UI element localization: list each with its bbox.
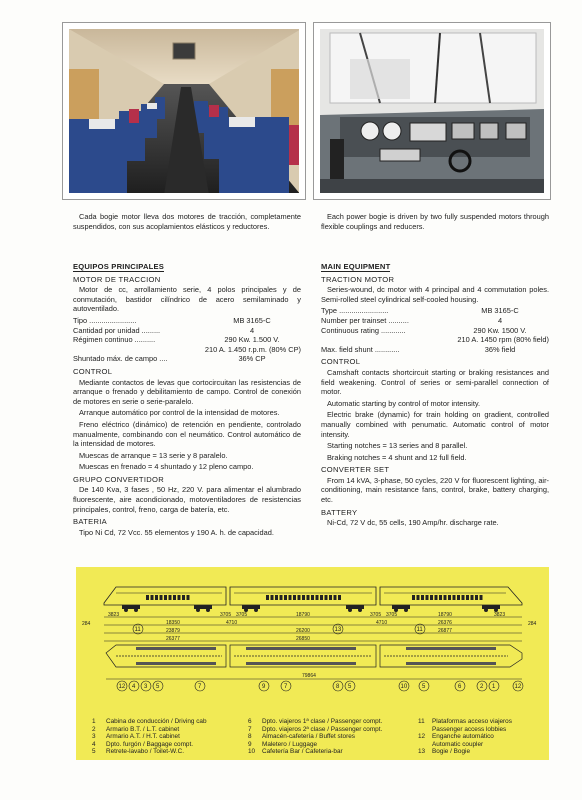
spec-row-tipo: Tipo ....................... MB 3165-C: [73, 315, 271, 325]
marker: [195, 681, 205, 691]
dim-label: 284: [528, 621, 537, 627]
car-window: [311, 595, 314, 600]
car-window: [439, 595, 442, 600]
spec-row-number: Number per trainset .......... 4: [321, 315, 503, 325]
dim-label: 284: [82, 621, 91, 627]
marker-label: 13: [334, 627, 342, 633]
svg-text:5: 5: [422, 684, 426, 690]
spec-row-continuous: Continuous rating ............ 290 Kw. 1500 V.: [321, 325, 527, 335]
car-window: [325, 595, 328, 600]
car-window: [289, 595, 292, 600]
svg-text:9: 9: [262, 684, 266, 690]
battery-title-en: BATTERY: [321, 507, 358, 517]
dim-label: 3705: [220, 612, 232, 618]
battery-p-en: Ni-Cd, 72 V dc, 55 cells, 190 Amp/hr. discharge rate.: [327, 518, 499, 528]
control-p4-es: Muescas de arranque = 13 serie y 8 paralelo.: [79, 450, 228, 460]
legend-item: 9 Maletero / Luggage: [248, 740, 318, 748]
car-window: [275, 595, 278, 600]
motor-desc-en: Series-wound, dc motor with 4 principal and 4 commutation poles. Semi-rolled steel cylindrical self-cooled housing.: [321, 285, 549, 304]
svg-text:5: 5: [156, 684, 160, 690]
control-p4-en: Starting notches = 13 series and 8 parallel.: [327, 441, 468, 451]
dim-label: 26877: [438, 628, 452, 634]
car-window: [187, 595, 190, 600]
cab-illustration: [320, 29, 544, 193]
dim-label: 18790: [296, 612, 310, 618]
car-window: [169, 595, 172, 600]
converter-title-es: GRUPO CONVERTIDOR: [73, 474, 165, 484]
dim-label: 18790: [438, 612, 452, 618]
car-window: [448, 595, 451, 600]
svg-text:3: 3: [144, 684, 148, 690]
car-window: [266, 595, 269, 600]
svg-text:1: 1: [492, 684, 496, 690]
car-window: [457, 595, 460, 600]
car-window: [334, 595, 337, 600]
marker: [141, 681, 151, 691]
legend-item: 13 Bogie / Bogie: [418, 748, 471, 756]
interior-photo: [62, 22, 306, 200]
marker: [489, 681, 499, 691]
dimension-labels: [82, 612, 537, 679]
car-window: [453, 595, 456, 600]
window-rows: [146, 595, 483, 600]
car-window: [182, 595, 185, 600]
marker: [259, 681, 269, 691]
dim-label: 3823: [108, 612, 120, 618]
car-window: [430, 595, 433, 600]
spec-row-continuous-2: 210 A. 1450 rpm (80% field): [457, 335, 549, 345]
car-window: [316, 595, 319, 600]
svg-text:7: 7: [198, 684, 202, 690]
converter-p-es: De 140 Kva, 3 fases , 50 Hz, 220 V. para alimentar el alumbrado fluorescente, aire acondicionado, motoventiladores de resistencias principales, control, freno, carga de batería, etc.: [73, 485, 301, 514]
spec-row-type: Type ........................ MB 3165-C: [321, 306, 519, 316]
car-window: [412, 595, 415, 600]
dim-label: 3705: [386, 612, 398, 618]
spec-row-cantidad: Cantidad por unidad ......... 4: [73, 325, 255, 335]
car-window: [480, 595, 483, 600]
car-window: [466, 595, 469, 600]
legend-col-2: [248, 718, 382, 756]
spec-row-regimen-2: 210 A. 1.450 r.p.m. (80% CP): [204, 344, 301, 354]
dim-label: 26376: [438, 620, 452, 626]
dim-label: 23879: [166, 628, 180, 634]
legend-item: 8 Almacén-cafetería / Buffet stores: [248, 733, 355, 741]
bogies: [122, 605, 500, 612]
bottom-markers: [117, 681, 523, 691]
marker: [117, 681, 127, 691]
svg-text:6: 6: [458, 684, 462, 690]
dim-label: 18350: [166, 620, 180, 626]
dim-label: 26200: [296, 628, 310, 634]
car-window: [146, 595, 149, 600]
control-p3-es: Freno eléctrico (dinámico) de retención en pendiente, controlado manualmente, combinando con el neumático. Control automático de la intensidad de motores.: [73, 419, 301, 449]
svg-text:7: 7: [284, 684, 288, 690]
legend-item: 4 Dpto. furgón / Baggage compt.: [92, 740, 194, 748]
control-p1-en: Camshaft contacts shortcircuit starting or braking resistances and field weakening. Control of series or semi-parallel connection of motor.: [321, 367, 549, 397]
dim-label: 3705: [370, 612, 382, 618]
marker: [129, 681, 139, 691]
main-equipment-title-es: EQUIPOS PRINCIPALES: [73, 262, 165, 271]
car-window: [444, 595, 447, 600]
motor-title-es: MOTOR DE TRACCION: [73, 274, 161, 284]
marker: [399, 681, 409, 691]
car-window: [178, 595, 181, 600]
marker: [455, 681, 465, 691]
car-window: [302, 595, 305, 600]
car-window: [417, 595, 420, 600]
control-p2-es: Arranque automático por control de la intensidad de motores.: [79, 408, 280, 418]
legend-col-3: [418, 718, 512, 756]
marker: [281, 681, 291, 691]
cab-photo: [313, 22, 551, 200]
legend-item: 10 Cafetería Bar / Cafeteria-bar: [248, 748, 343, 756]
dim-label: 4710: [226, 620, 238, 626]
legend-item: 1 Cabina de conducción / Driving cab: [92, 718, 207, 725]
car-window: [320, 595, 323, 600]
legend-item: 11 Plataformas acceso viajeros: [418, 718, 512, 725]
svg-text:5: 5: [348, 684, 352, 690]
control-title-es: CONTROL: [73, 366, 113, 376]
car-window: [293, 595, 296, 600]
car-window: [271, 595, 274, 600]
dim-label: 26377: [166, 636, 180, 642]
motor-desc-es: Motor de cc, arrollamiento serie, 4 polos principales y de conmutación, bastidor cilíndrico de acero semilaminado y autoventilado.: [73, 285, 301, 314]
control-p1-es: Mediante contactos de levas que cortocircuitan las resistencias de arranque o frenado y debilitamiento de campo. Control de conexión de motores en serie o serie-paralelo.: [73, 377, 301, 406]
dim-label: 26850: [296, 636, 310, 642]
motor-title-en: TRACTION MOTOR: [321, 274, 395, 284]
legend-item: Passenger access lobbies: [432, 725, 507, 733]
main-equipment-title-en: MAIN EQUIPMENT: [321, 262, 391, 271]
svg-text:12: 12: [514, 684, 522, 690]
car-window: [307, 595, 310, 600]
dim-label: 3823: [494, 612, 506, 618]
legend-col-1: [92, 718, 207, 756]
svg-text:4: 4: [132, 684, 136, 690]
marker: [333, 681, 343, 691]
intro-es: Cada bogie motor lleva dos motores de tracción, completamente suspendidos, con sus acoplamientos elásticos y reductores.: [73, 212, 301, 231]
marker-label: 11: [134, 627, 141, 633]
car-window: [298, 595, 301, 600]
legend-item: 7 Dpto. viajeros 2ª clase / Passenger compt.: [248, 725, 383, 733]
car-window: [329, 595, 332, 600]
english-column: [321, 212, 549, 530]
converter-title-en: CONVERTER SET: [321, 465, 390, 475]
control-p3-en: Electric brake (dynamic) for train holding on gradient, controlled manually combined with penumatic. Automatic control of motor intensity.: [321, 410, 549, 439]
car-window: [173, 595, 176, 600]
legend-item: 2 Armario B.T. / L.T. cabinet: [92, 725, 180, 733]
interior-illustration: [69, 29, 299, 193]
marker: [477, 681, 487, 691]
car-window: [284, 595, 287, 600]
spec-row-regimen: Régimen continuo .......... 290 Kw. 1.500 V.: [73, 335, 280, 345]
svg-text:8: 8: [336, 684, 340, 690]
marker: [153, 681, 163, 691]
marker-label: 11: [416, 627, 423, 633]
intro-en: Each power bogie is driven by two fully suspended motors through flexible couplings and reducers.: [321, 212, 549, 231]
car-window: [160, 595, 163, 600]
car-window: [421, 595, 424, 600]
car-window: [155, 595, 158, 600]
car-window: [471, 595, 474, 600]
svg-text:2: 2: [480, 684, 484, 690]
spec-row-field-shunt: Max. field shunt ............ 36% field: [321, 344, 516, 354]
control-p2-en: Automatic starting by control of motor intensity.: [327, 398, 481, 408]
control-title-en: CONTROL: [321, 357, 361, 367]
legend-item: 3 Armario A.T. / H.T. cabinet: [92, 733, 180, 741]
car-window: [151, 595, 154, 600]
dim-label: 3705: [236, 612, 248, 618]
legend-item: 12 Enganche automático: [418, 733, 494, 741]
legend-item: Automatic coupler: [432, 740, 484, 748]
marker: [419, 681, 429, 691]
car-window: [475, 595, 478, 600]
car-window: [280, 595, 283, 600]
control-p5-en: Braking notches = 4 shunt and 12 full field.: [327, 452, 467, 462]
svg-text:10: 10: [400, 684, 408, 690]
battery-p-es: Tipo Ni Cd, 72 Vcc. 55 elementos y 190 A. h. de capacidad.: [79, 527, 274, 537]
battery-title-es: BATERIA: [73, 517, 108, 527]
car-window: [164, 595, 167, 600]
car-window: [338, 595, 341, 600]
legend-item: 6 Dpto. viajeros 1ª clase / Passenger compt.: [248, 718, 383, 725]
car-window: [435, 595, 438, 600]
control-p5-es: Muescas en frenado = 4 shuntado y 12 pleno campo.: [79, 462, 254, 472]
car-window: [426, 595, 429, 600]
dim-label: 4710: [376, 620, 388, 626]
svg-text:12: 12: [118, 684, 126, 690]
marker: [513, 681, 523, 691]
legend-item: 5 Retrete-lavabo / Toilet-W.C.: [92, 748, 185, 756]
marker: [345, 681, 355, 691]
dim-label: 79864: [302, 673, 316, 679]
converter-p-en: From 14 kVA, 3-phase, 50 cycles, 220 V for fluorescent lighting, air-conditioning, main resistance fans, control, brake, battery charging, etc.: [321, 475, 549, 505]
spec-row-shuntado: Shuntado máx. de campo .... 36% CP: [73, 354, 266, 364]
car-window: [462, 595, 465, 600]
spanish-column: [73, 212, 301, 539]
